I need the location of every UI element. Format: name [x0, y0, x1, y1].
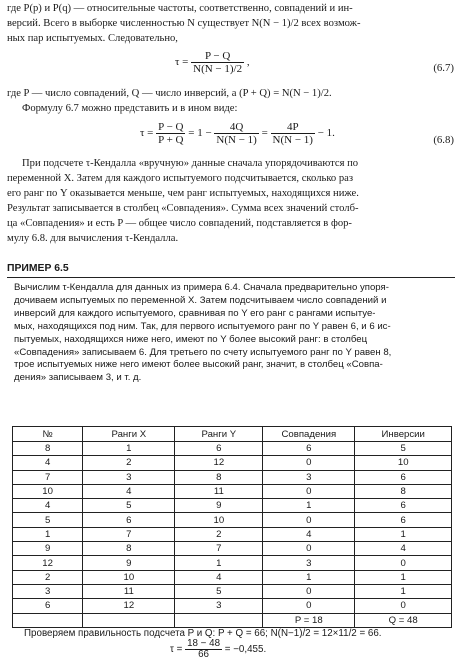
table-cell: 1 — [83, 442, 175, 456]
text-line: ных пар испытуемых. Следовательно, — [7, 33, 178, 44]
table-cell: 7 — [83, 527, 175, 541]
text-line: ца «Совпадения» и есть P — общее число совпадений, подставляется в фор- — [7, 218, 352, 229]
text-line: Результат записывается в столбец «Совпадения». Сумма всех значений столб- — [7, 203, 359, 214]
fraction — [185, 639, 222, 660]
table-cell: 12 — [83, 599, 175, 613]
table-cell: 5 — [83, 499, 175, 513]
text-line: версий. Всего в выборке численностью N существует N(N − 1)/2 всех возмож- — [7, 18, 361, 29]
denominator: P + Q — [158, 134, 184, 146]
table-cell: 4 — [355, 542, 452, 556]
text-line: трое испытуемых ниже него имеют более высокий ранг, значит, в столбец «Совпа- — [14, 359, 383, 371]
table-row — [13, 499, 452, 513]
table-cell: 2 — [13, 570, 83, 584]
table-cell: 8 — [355, 484, 452, 498]
denominator: N(N − 1) — [272, 134, 313, 146]
example-title: ПРИМЕР 6.5 — [7, 263, 69, 274]
table-cell: 8 — [175, 470, 263, 484]
table-cell: 11 — [83, 584, 175, 598]
column-header: Инверсии — [355, 427, 452, 442]
total-cell — [175, 613, 263, 627]
check-text: Проверяем правильность подсчета P и Q: P + Q = 66; N(N−1)/2 = 12×11/2 = 66. — [24, 628, 382, 639]
column-header: Совпадения — [263, 427, 355, 442]
eq-tail: = −0,455. — [224, 644, 267, 656]
table-cell: 10 — [13, 484, 83, 498]
numerator: 18 − 48 — [187, 638, 221, 649]
table-row — [13, 570, 452, 584]
column-header: Ранги X — [83, 427, 175, 442]
totals-row — [13, 613, 452, 627]
total-cell — [13, 613, 83, 627]
text-line: При подсчете τ-Кендалла «вручную» данные сначала упорядочиваются по — [22, 158, 359, 169]
eq-lhs: τ = — [140, 127, 154, 140]
table-row — [13, 599, 452, 613]
equation-6-8 — [140, 121, 335, 146]
text-line: дения» записываем 3, и т. д. — [14, 372, 142, 384]
table-cell: 3 — [263, 556, 355, 570]
eq-op: = — [261, 127, 268, 140]
table-cell: 0 — [355, 556, 452, 570]
eq-tail: , — [246, 56, 250, 69]
table-cell: 0 — [355, 599, 452, 613]
table-cell: 1 — [263, 570, 355, 584]
table-cell: 8 — [83, 542, 175, 556]
text-line: мулу 6.8. для вычисления τ-Кендалла. — [7, 233, 179, 244]
table-cell: 1 — [263, 499, 355, 513]
table-cell: 5 — [175, 584, 263, 598]
text-line: «Совпадения» записываем 6. Для третьего по счету испытуемого ранг по Y равен 8, — [14, 346, 392, 358]
table-cell: 5 — [355, 442, 452, 456]
table-cell: 9 — [175, 499, 263, 513]
denominator: N(N − 1)/2 — [193, 63, 243, 75]
text-line: переменной X. Затем для каждого испытуемого подсчитывается, сколько раз — [7, 173, 354, 184]
table-cell: 6 — [13, 599, 83, 613]
table-row — [13, 556, 452, 570]
eq-tail: − 1. — [317, 127, 335, 140]
table-cell: 5 — [13, 513, 83, 527]
table-cell: 0 — [263, 484, 355, 498]
eq-op: = 1 − — [188, 127, 212, 140]
denominator: N(N − 1) — [216, 134, 257, 146]
table-cell: 0 — [263, 513, 355, 527]
table-cell: 0 — [263, 542, 355, 556]
table-cell: 12 — [175, 456, 263, 470]
table-cell: 0 — [263, 456, 355, 470]
numerator: P − Q — [158, 121, 184, 133]
column-header: № — [13, 427, 83, 442]
table-row — [13, 470, 452, 484]
fraction — [191, 50, 244, 75]
table-cell: 6 — [175, 442, 263, 456]
example-text — [14, 282, 451, 385]
table-row — [13, 442, 452, 456]
table-cell: 12 — [13, 556, 83, 570]
table-cell: 2 — [83, 456, 175, 470]
table-cell: 9 — [13, 542, 83, 556]
table-cell: 1 — [355, 527, 452, 541]
text-line: где P(p) и P(q) — относительные частоты, соответственно, совпадений и ин- — [7, 3, 353, 14]
text-line: инверсий для каждого испытуемого, сравнивая по Y его ранг с рангами испытуе- — [14, 307, 376, 319]
table-cell: 1 — [355, 584, 452, 598]
table-cell: 4 — [83, 484, 175, 498]
table-cell: 3 — [13, 584, 83, 598]
equation-6-7 — [175, 50, 250, 75]
table-cell: 7 — [13, 470, 83, 484]
numerator: 4P — [271, 121, 315, 134]
table-row — [13, 542, 452, 556]
text-line: где P — число совпадений, Q — число инверсий, а (P + Q) = N(N − 1)/2. — [7, 88, 332, 99]
total-cell: P = 18 — [263, 613, 355, 627]
table-cell: 7 — [175, 542, 263, 556]
equation-number: (6.7) — [433, 62, 454, 74]
fraction — [156, 121, 185, 146]
table-cell: 10 — [355, 456, 452, 470]
table-cell: 8 — [13, 442, 83, 456]
table-cell: 3 — [175, 599, 263, 613]
fraction — [214, 121, 258, 146]
table-cell: 6 — [355, 513, 452, 527]
total-cell — [83, 613, 175, 627]
text-line: Вычислим τ-Кендалла для данных из примера 6.4. Сначала предварительно упоря- — [14, 282, 389, 293]
table-cell: 4 — [263, 527, 355, 541]
table-row — [13, 456, 452, 470]
table-header-row — [13, 427, 452, 442]
table-cell: 3 — [83, 470, 175, 484]
table-cell: 6 — [263, 442, 355, 456]
text-line: дочиваем испытуемых по переменной X. Затем подсчитываем число совпадений и — [14, 294, 387, 306]
divider — [7, 277, 455, 278]
table-cell: 1 — [175, 556, 263, 570]
table-cell: 10 — [83, 570, 175, 584]
table-row — [13, 513, 452, 527]
table-cell: 4 — [13, 456, 83, 470]
table-cell: 10 — [175, 513, 263, 527]
eq-lhs: τ = — [170, 644, 183, 656]
equation-number: (6.8) — [433, 134, 454, 146]
table-row — [13, 527, 452, 541]
table-row — [13, 484, 452, 498]
table-cell: 3 — [263, 470, 355, 484]
table-cell: 0 — [263, 584, 355, 598]
table-cell: 4 — [175, 570, 263, 584]
text-line: его ранг по Y оказывается меньше, чем ранг испытуемых, находящихся ниже. — [7, 188, 359, 199]
table-cell: 9 — [83, 556, 175, 570]
denominator: 66 — [198, 649, 209, 660]
text-line: Формулу 6.7 можно представить и в ином виде: — [22, 103, 238, 114]
text-line: пытуемых, находящихся ниже него, имеют по Y более высокий ранг: в столбец — [14, 333, 368, 345]
ranks-table — [12, 426, 452, 628]
table-row — [13, 584, 452, 598]
eq-lhs: τ = — [175, 56, 189, 69]
table-cell: 1 — [355, 570, 452, 584]
table-cell: 1 — [13, 527, 83, 541]
table-cell: 0 — [263, 599, 355, 613]
result-equation — [170, 639, 266, 660]
column-header: Ранги Y — [175, 427, 263, 442]
table-cell: 6 — [355, 470, 452, 484]
table-cell: 2 — [175, 527, 263, 541]
table-cell: 4 — [13, 499, 83, 513]
text-line: мых, находящихся под ним. Так, для первого испытуемого ранг по Y равен 6, и 6 ис- — [14, 320, 391, 332]
numerator: P − Q — [191, 50, 244, 63]
numerator: 4Q — [214, 121, 258, 134]
fraction — [271, 121, 315, 146]
table-cell: 6 — [355, 499, 452, 513]
table-cell: 11 — [175, 484, 263, 498]
total-cell: Q = 48 — [355, 613, 452, 627]
table-cell: 6 — [83, 513, 175, 527]
